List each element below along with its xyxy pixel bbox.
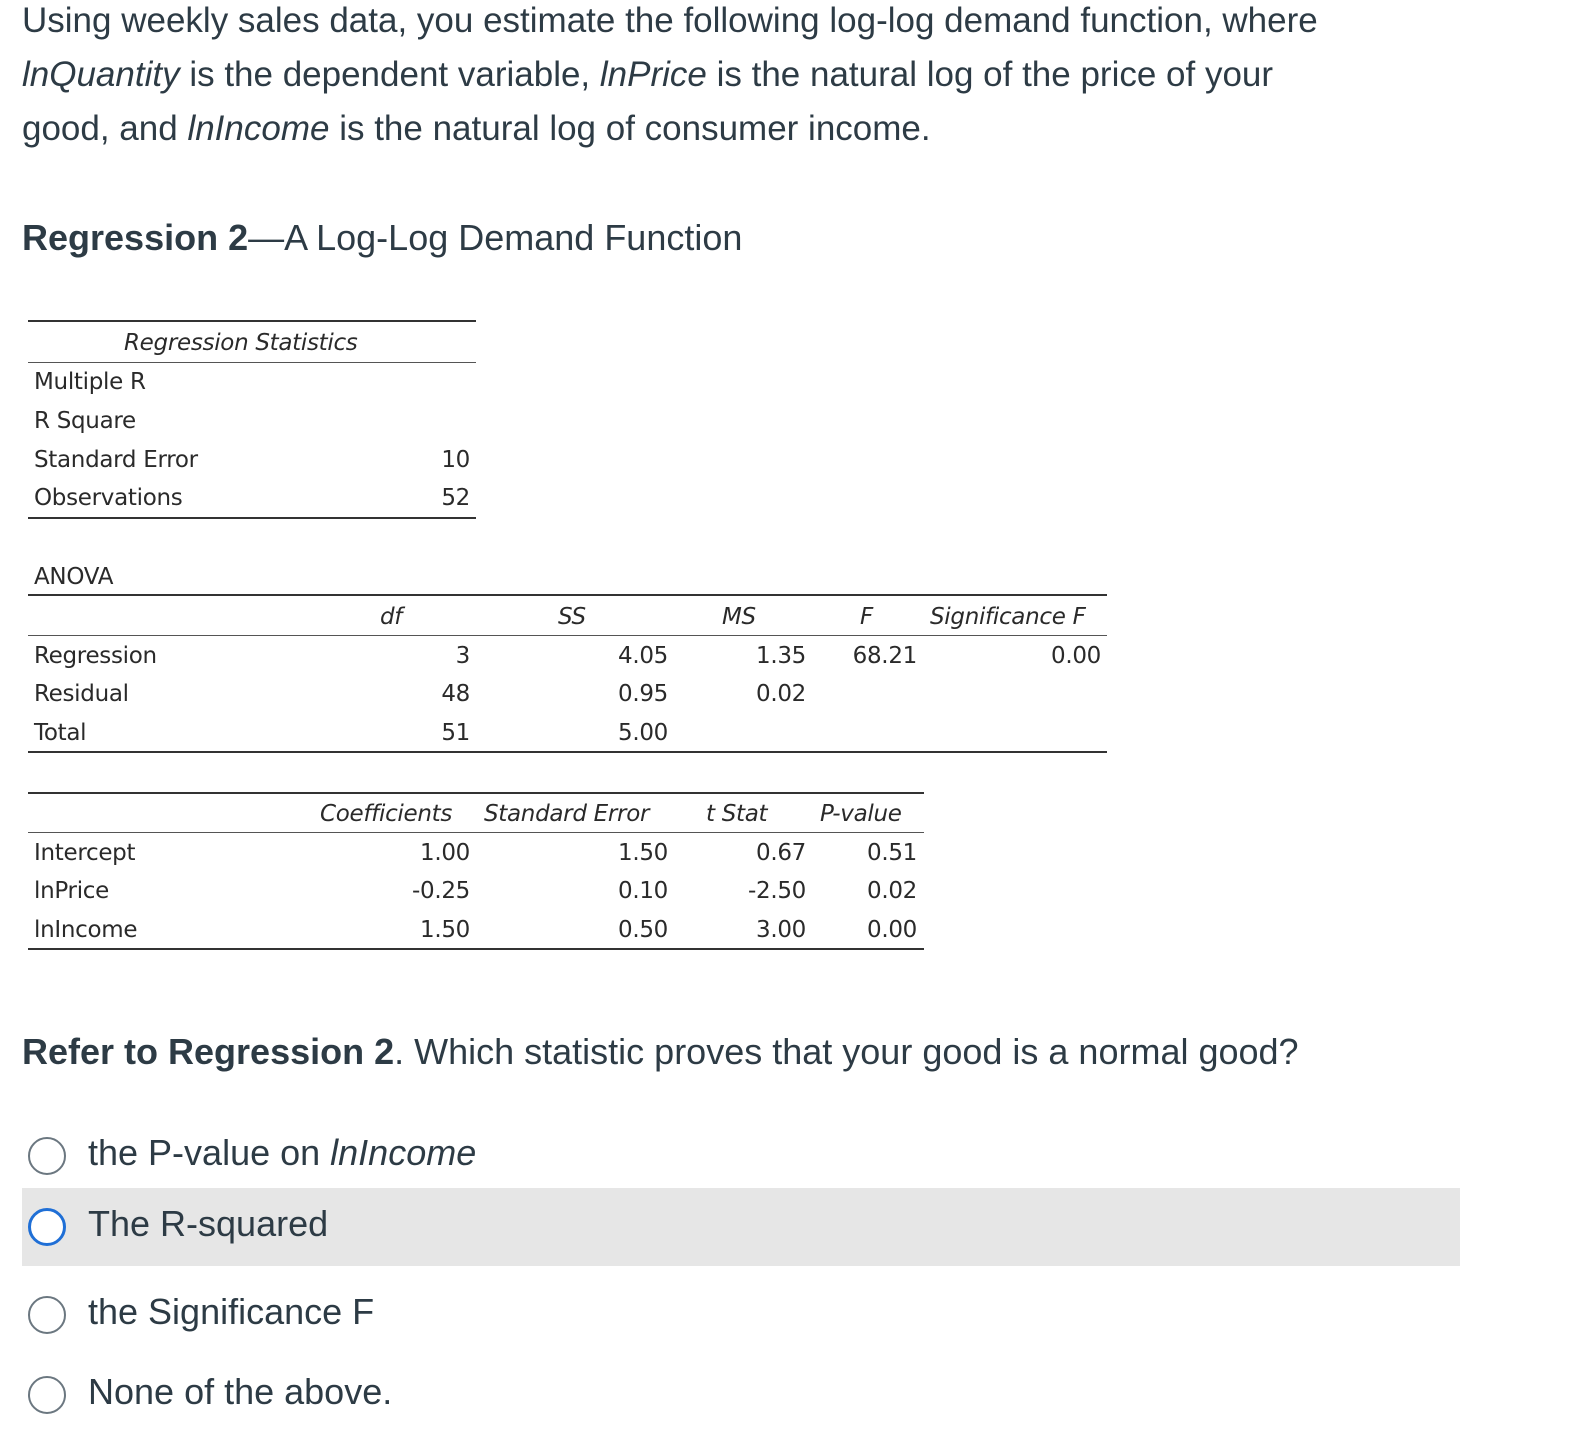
option-label: the Significance F (88, 1291, 375, 1332)
anova-f-regression: 68.21 (852, 643, 917, 669)
radio-button[interactable] (28, 1376, 66, 1414)
stat-value-observations: 52 (441, 485, 470, 511)
coef-header-t-stat: t Stat (706, 801, 768, 827)
anova-df-total: 51 (441, 720, 470, 746)
coef-value-intercept: 1.00 (419, 840, 470, 866)
coef-se-intercept: 1.50 (617, 840, 668, 866)
anova-ms-residual: 0.02 (755, 681, 806, 707)
anova-ms-regression: 1.35 (755, 643, 806, 669)
anova-header-ss: SS (558, 604, 586, 630)
stat-label-observations: Observations (34, 485, 183, 511)
anova-header-f: F (860, 604, 873, 630)
option-label: None of the above. (88, 1371, 393, 1412)
intro-line-3: good, and lnIncome is the natural log of consumer income. (22, 109, 931, 148)
coef-label-lnprice: lnPrice (34, 878, 109, 904)
radio-button[interactable] (28, 1137, 66, 1175)
answer-option-r-squared[interactable] (22, 1188, 1460, 1266)
option-label: The R-squared (88, 1203, 329, 1244)
stat-label-multiple-r: Multiple R (34, 369, 146, 395)
radio-button[interactable] (28, 1296, 66, 1334)
coef-p-lnincome: 0.00 (866, 917, 917, 943)
intro-line-1: Using weekly sales data, you estimate the following log-log demand function, where (22, 1, 1318, 40)
intro-paragraph (22, 0, 1542, 156)
anova-header-significance-f: Significance F (930, 604, 1086, 630)
stat-value-standard-error: 10 (441, 447, 470, 473)
regression-statistics-header: Regression Statistics (124, 330, 358, 356)
question-text: Refer to Regression 2. Which statistic proves that your good is a normal good? (22, 1031, 1299, 1072)
anova-header-ms: MS (722, 604, 756, 630)
anova-label: ANOVA (34, 564, 114, 590)
answer-option-p-value-lnincome[interactable] (22, 1117, 1460, 1195)
coef-se-lnincome: 0.50 (617, 917, 668, 943)
coef-label-intercept: Intercept (34, 840, 136, 866)
anova-df-regression: 3 (455, 643, 470, 669)
coef-header-standard-error: Standard Error (484, 801, 650, 827)
stat-label-r-square: R Square (34, 408, 136, 434)
coef-value-lnprice: -0.25 (411, 878, 470, 904)
coef-value-lnincome: 1.50 (419, 917, 470, 943)
regression-title: Regression 2—A Log-Log Demand Function (22, 217, 743, 258)
coef-p-lnprice: 0.02 (866, 878, 917, 904)
anova-sig-regression: 0.00 (1050, 643, 1101, 669)
anova-label-total: Total (34, 720, 87, 746)
coef-se-lnprice: 0.10 (617, 878, 668, 904)
anova-header-df: df (380, 604, 403, 630)
anova-df-residual: 48 (441, 681, 470, 707)
answer-option-significance-f[interactable] (22, 1276, 1460, 1354)
anova-label-residual: Residual (34, 681, 129, 707)
anova-ss-regression: 4.05 (617, 643, 668, 669)
anova-label-regression: Regression (34, 643, 157, 669)
coef-t-lnincome: 3.00 (755, 917, 806, 943)
coef-label-lnincome: lnIncome (34, 917, 138, 943)
coef-header-p-value: P-value (820, 801, 902, 827)
coef-header-coefficients: Coefficients (320, 801, 453, 827)
coef-t-intercept: 0.67 (755, 840, 806, 866)
coef-t-lnprice: -2.50 (747, 878, 806, 904)
anova-ss-residual: 0.95 (617, 681, 668, 707)
anova-ss-total: 5.00 (617, 720, 668, 746)
radio-button-selected[interactable] (28, 1208, 66, 1246)
answer-option-none[interactable] (22, 1356, 1460, 1434)
intro-line-2: lnQuantity is the dependent variable, lnPrice is the natural log of the price of your (22, 55, 1274, 94)
option-label: the P-value on lnIncome (88, 1132, 477, 1173)
stat-label-standard-error: Standard Error (34, 447, 198, 473)
coef-p-intercept: 0.51 (866, 840, 917, 866)
